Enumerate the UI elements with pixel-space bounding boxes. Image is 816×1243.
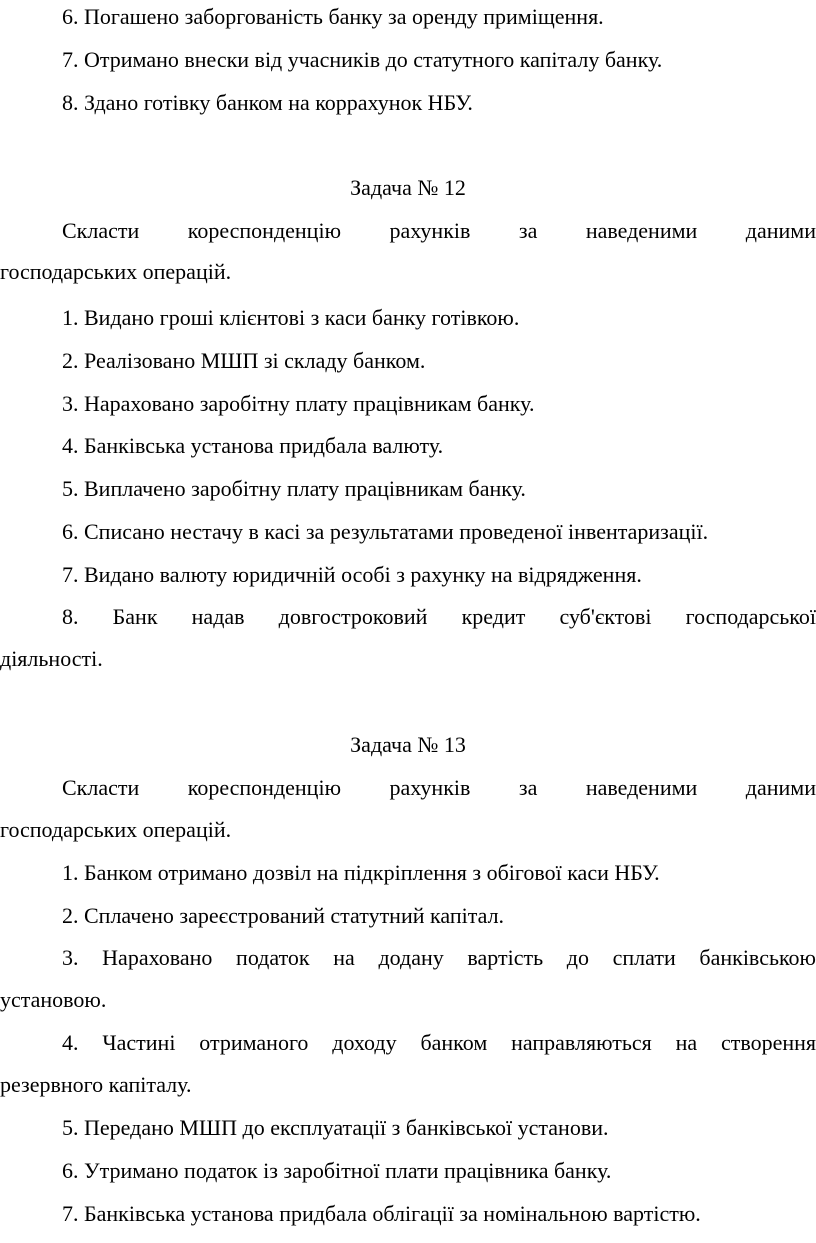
task-12-intro-line-1: Скласти кореспонденцію рахунків за наведеними даними (62, 218, 816, 243)
task-13-item-1: 1. Банком отримано дозвіл на підкріплення з обігової каси НБУ. (62, 860, 660, 885)
task-12-item-2: 2. Реалізовано МШП зі складу банком. (62, 348, 426, 373)
task-13-item-6: 6. Утримано податок із заробітної плати працівника банку. (62, 1158, 612, 1183)
task-12-item-3: 3. Нараховано заробітну плату працівникам банку. (62, 391, 535, 416)
task-13-item-7: 7. Банківська установа придбала облігації за номінальною вартістю. (62, 1201, 701, 1226)
task-12-title: Задача № 12 (350, 175, 466, 200)
task-12-item-7: 7. Видано валюту юридичній особі з рахунку на відрядження. (62, 562, 642, 587)
prev-item-7: 7. Отримано внески від учасників до статутного капіталу банку. (62, 47, 663, 72)
task-13-intro-line-1: Скласти кореспонденцію рахунків за наведеними даними (62, 775, 816, 800)
task-13-item-4-line-2: резервного капіталу. (0, 1072, 192, 1097)
task-13-item-2: 2. Сплачено зареєстрований статутний капітал. (62, 903, 505, 928)
task-12-item-8-line-2: діяльності. (0, 646, 103, 671)
task-13-item-5: 5. Передано МШП до експлуатації з банківської установи. (62, 1115, 609, 1140)
task-12-item-6: 6. Списано нестачу в касі за результатами проведеної інвентаризації. (62, 519, 709, 544)
task-12-item-8-line-1: 8. Банк надав довгостроковий кредит суб'єктові господарської (62, 604, 816, 629)
task-12-item-5: 5. Виплачено заробітну плату працівникам банку. (62, 476, 526, 501)
task-13-item-3-line-2: установою. (0, 987, 107, 1012)
task-12-intro-line-2: господарських операцій. (0, 259, 232, 284)
task-13-intro-line-2: господарських операцій. (0, 817, 232, 842)
task-12-item-4: 4. Банківська установа придбала валюту. (62, 433, 444, 458)
task-13-title: Задача № 13 (350, 732, 466, 757)
task-12-item-1: 1. Видано гроші клієнтові з каси банку готівкою. (62, 305, 520, 330)
prev-item-8: 8. Здано готівку банком на коррахунок НБУ. (62, 90, 473, 115)
prev-item-6: 6. Погашено заборгованість банку за оренду приміщення. (62, 4, 604, 29)
task-13-item-4-line-1: 4. Частині отриманого доходу банком направляються на створення (62, 1030, 816, 1055)
task-13-item-3-line-1: 3. Нараховано податок на додану вартість до сплати банківською (62, 945, 816, 970)
